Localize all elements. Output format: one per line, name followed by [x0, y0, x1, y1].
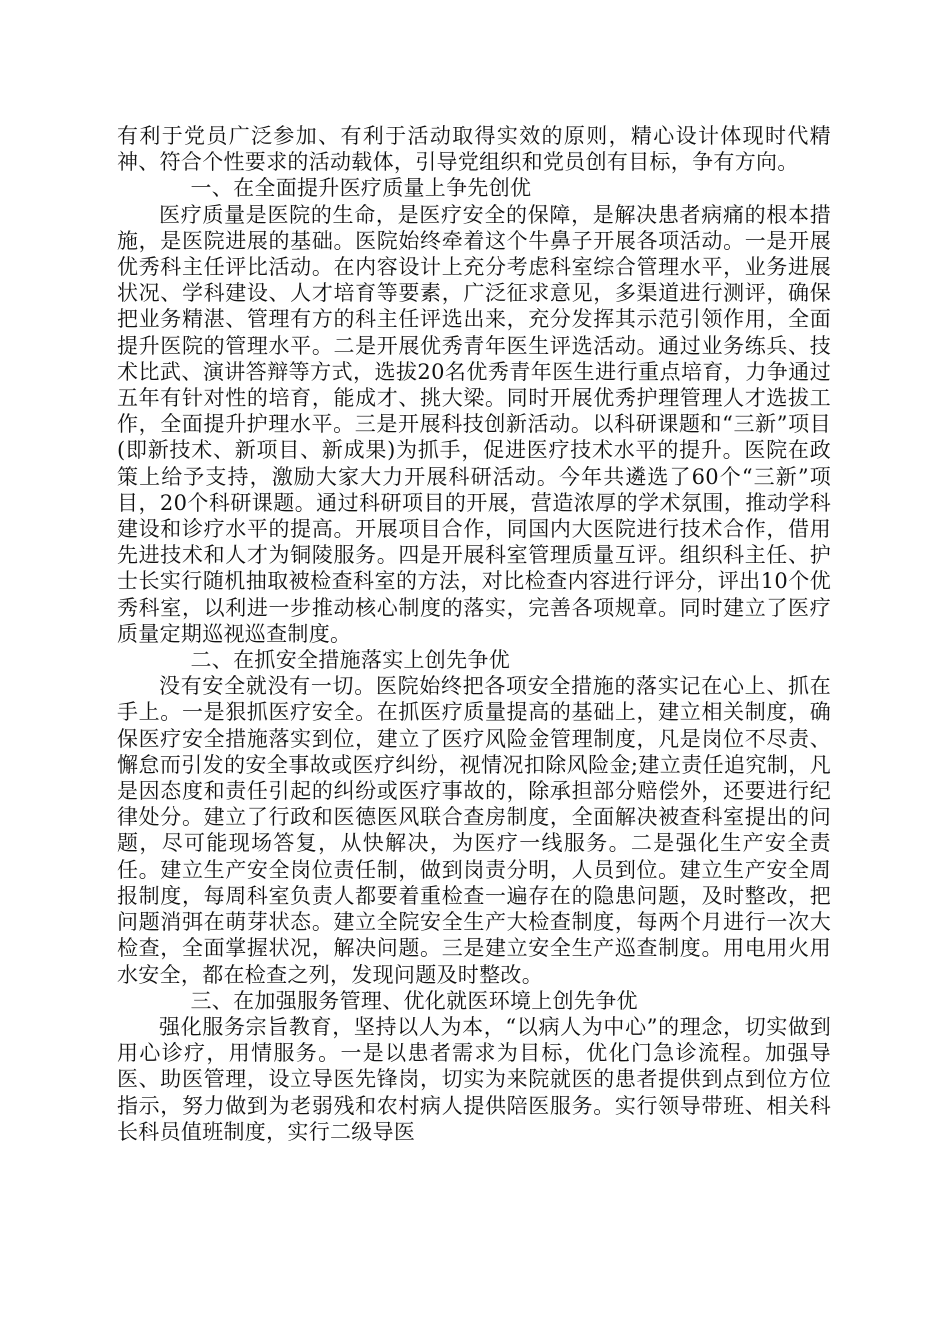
- section-heading-1: 一、在全面提升医疗质量上争先创优: [190, 176, 532, 201]
- section-heading-2: 二、在抓安全措施落实上创先争优: [190, 648, 510, 673]
- body-paragraph-4: 强化服务宗旨教育，坚持以人为本，“以病人为中心”的理念，切实做到用心诊疗，用情服务。一是以患者需求为目标，优化门急诊流程。加强导医、助医管理，设立导医先锋岗，切实为来院就医的患者提供到点到位方位指示，努力做到为老弱残和农村病人提供陪医服务。实行领导带班、相关科长科员值班制度，实行二级导医: [117, 1014, 831, 1144]
- document-body: [117, 123, 831, 1145]
- body-paragraph-3: 没有安全就没有一切。医院始终把各项安全措施的落实记在心上、抓在手上。一是狠抓医疗安全。在抓医疗质量提高的基础上，建立相关制度，确保医疗安全措施落实到位，建立了医疗风险金管理制度，凡是岗位不尽责、懈怠而引发的安全事故或医疗纠纷，视情况扣除风险金;建立责任追究制，凡是因态度和责任引起的纠纷或医疗事故的，除承担部分赔偿外，还要进行纪律处分。建立了行政和医德医风联合查房制度，全面解决被查科室提出的问题，尽可能现场答复，从快解决，为医疗一线服务。二是强化生产安全责任。建立生产安全岗位责任制，做到岗责分明，人员到位。建立生产安全周报制度，每周科室负责人都要着重检查一遍存在的隐患问题，及时整改，把问题消弭在萌芽状态。建立全院安全生产大检查制度，每两个月进行一次大检查，全面掌握状况，解决问题。三是建立安全生产巡查制度。用电用火用水安全，都在检查之列，发现问题及时整改。: [117, 674, 831, 987]
- body-paragraph-1: 有利于党员广泛参加、有利于活动取得实效的原则，精心设计体现时代精神、符合个性要求的活动载体，引导党组织和党员创有目标，争有方向。: [117, 124, 831, 175]
- section-heading-3: 三、在加强服务管理、优化就医环境上创先争优: [190, 988, 638, 1013]
- body-paragraph-2: 医疗质量是医院的生命，是医疗安全的保障，是解决患者病痛的根本措施，是医院进展的基础。医院始终牵着这个牛鼻子开展各项活动。一是开展优秀科主任评比活动。在内容设计上充分考虑科室综合管理水平，业务进展状况、学科建设、人才培育等要素，广泛征求意见，多渠道进行测评，确保把业务精湛、管理有方的科主任评选出来，充分发挥其示范引领作用，全面提升医院的管理水平。二是开展优秀青年医生评选活动。通过业务练兵、技术比武、演讲答辩等方式，选拔20名优秀青年医生进行重点培育，力争通过五年有针对性的培育，能成才、挑大梁。同时开展优秀护理管理人才选拔工作，全面提升护理水平。三是开展科技创新活动。以科研课题和“三新”项目(即新技术、新项目、新成果)为抓手，促进医疗技术水平的提升。医院在政策上给予支持，激励大家大力开展科研活动。今年共遴选了60个“三新”项目，20个科研课题。通过科研项目的开展，营造浓厚的学术氛围，推动学科建设和诊疗水平的提高。开展项目合作，同国内大医院进行技术合作，借用先进技术和人才为铜陵服务。四是开展科室管理质量互评。组织科主任、护士长实行随机抽取被检查科室的方法，对比检查内容进行评分，评出10个优秀科室，以利进一步推动核心制度的落实，完善各项规章。同时建立了医疗质量定期巡视巡查制度。: [117, 202, 831, 646]
